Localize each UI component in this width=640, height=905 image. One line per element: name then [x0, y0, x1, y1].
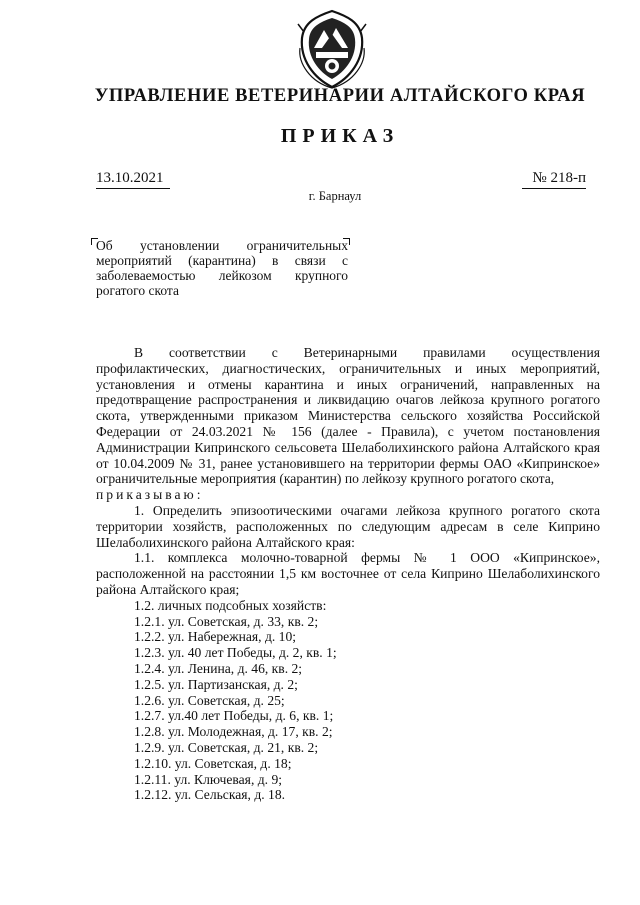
organization-title: УПРАВЛЕНИЕ ВЕТЕРИНАРИИ АЛТАЙСКОГО КРАЯ [94, 86, 586, 106]
item-1-1: 1.1. комплекса молочно-товарной фермы № 1 ООО «Кипринское», расположенной на расстоянии 1,5 км восточнее от села Киприно Шелаболихинского района Алтайского края; [96, 550, 600, 597]
coat-of-arms-emblem [292, 8, 372, 90]
order-body [96, 345, 600, 803]
order-subject: Об установлении ограничительных мероприятий (карантина) в связи с заболеваемостью лейкозом крупного рогатого скота [96, 238, 348, 298]
item-1: 1. Определить эпизоотическими очагами лейкоза крупного рогатого скота территории хозяйств, расположенных по следующим адресам в селе Киприно Шелаболихинского района Алтайского края: [96, 502, 600, 550]
document-type: ПРИКАЗ [280, 125, 400, 147]
address-item: 1.2.6. ул. Советская, д. 25; [134, 692, 285, 708]
address-item: 1.2.9. ул. Советская, д. 21, кв. 2; [134, 739, 319, 755]
address-item: 1.2.5. ул. Партизанская, д. 2; [134, 676, 298, 692]
address-item: 1.2.1. ул. Советская, д. 33, кв. 2; [134, 613, 319, 629]
address-item: 1.2.7. ул.40 лет Победы, д. 6, кв. 1; [134, 708, 334, 724]
order-word: приказываю: [96, 487, 204, 503]
address-item: 1.2.12. ул. Сельская, д. 18. [134, 787, 286, 803]
address-item: 1.2.4. ул. Ленина, д. 46, кв. 2; [134, 660, 303, 676]
preamble-paragraph: В соответствии с Ветеринарными правилами осуществления профилактических, диагностических, ограничительных и иных мероприятий, установления и отмены карантина и иных ограничений, направленных на предотвращение распространения и ликвидацию очагов лейкоза крупного рогатого скота, утвержденными приказом Министерства сельского хозяйства Российской Федерации от 24.03.2021 № 156 (далее - Правила), с учетом постановления Администрации Кипринского сельсовета Шелаболихинского района Алтайского края от 10.04.2009 № 31, ранее установившего на территории фермы ОАО «Кипринское» ограничительные мероприятия (карантин) по лейкозу крупного рогатого скота, [96, 345, 600, 487]
order-number: № 218-п [522, 170, 586, 189]
address-item: 1.2.10. ул. Советская, д. 18; [134, 755, 292, 771]
order-date: 13.10.2021 [96, 170, 170, 189]
city-name: г. Барнаул [308, 189, 362, 203]
address-item: 1.2.3. ул. 40 лет Победы, д. 2, кв. 1; [134, 645, 337, 661]
address-item: 1.2.2. ул. Набережная, д. 10; [134, 629, 297, 645]
address-item: 1.2.11. ул. Ключевая, д. 9; [134, 771, 283, 787]
item-1-2: 1.2. личных подсобных хозяйств: [134, 597, 327, 613]
address-item: 1.2.8. ул. Молодежная, д. 17, кв. 2; [134, 724, 333, 740]
